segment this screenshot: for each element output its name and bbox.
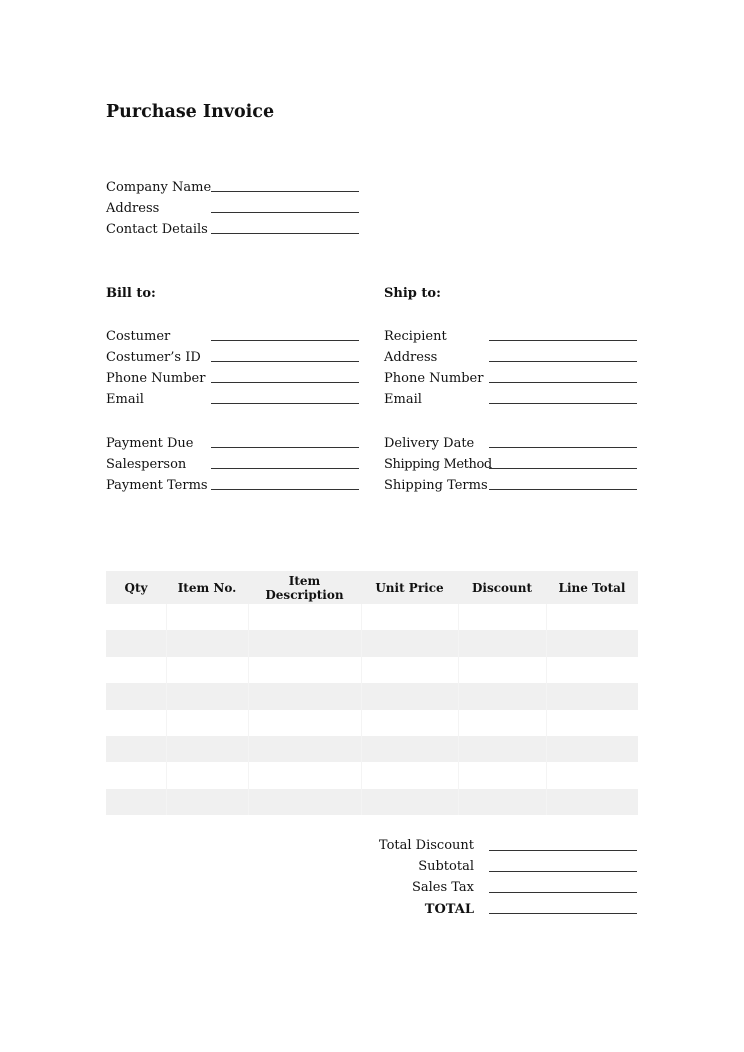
- shipping-terms-line[interactable]: [489, 489, 637, 490]
- sales-tax-line[interactable]: [489, 892, 637, 893]
- payment-due-line[interactable]: [211, 447, 359, 448]
- bill-email-line[interactable]: [211, 403, 359, 404]
- payment-terms-label: Payment Terms: [106, 478, 208, 493]
- company-name-label: Company Name: [106, 180, 212, 195]
- payment-terms-line[interactable]: [211, 489, 359, 490]
- ship-phone-label: Phone Number: [384, 371, 484, 386]
- salesperson-label: Salesperson: [106, 457, 187, 472]
- table-header-row: [106, 571, 638, 604]
- table-row[interactable]: [106, 762, 638, 788]
- subtotal-label: Subtotal: [418, 859, 474, 874]
- costumer-id-label: Costumer’s ID: [106, 350, 201, 365]
- items-table: [106, 571, 638, 815]
- shipping-method-label: Shipping Method: [384, 457, 492, 472]
- delivery-date-line[interactable]: [489, 447, 637, 448]
- qty-header: Qty: [106, 571, 166, 604]
- table-row[interactable]: [106, 710, 638, 736]
- ship-email-line[interactable]: [489, 403, 637, 404]
- subtotal-line[interactable]: [489, 871, 637, 872]
- unit-price-header: Unit Price: [361, 571, 458, 604]
- table-row[interactable]: [106, 604, 638, 630]
- line-total-header: Line Total: [546, 571, 638, 604]
- sales-tax-label: Sales Tax: [411, 880, 474, 895]
- discount-header: Discount: [458, 571, 546, 604]
- table-row[interactable]: [106, 736, 638, 762]
- company-address-line[interactable]: [211, 212, 359, 213]
- costumer-label: Costumer: [106, 329, 171, 344]
- ship-to-heading: Ship to:: [384, 286, 441, 301]
- item-description-header: Item Description: [248, 571, 361, 604]
- bill-phone-line[interactable]: [211, 382, 359, 383]
- page-title: Purchase Invoice: [106, 102, 275, 122]
- item-no-header: Item No.: [166, 571, 248, 604]
- shipping-method-line[interactable]: [489, 468, 637, 469]
- salesperson-line[interactable]: [211, 468, 359, 469]
- total-label: TOTAL: [424, 902, 474, 917]
- ship-phone-line[interactable]: [489, 382, 637, 383]
- company-address-label: Address: [106, 201, 160, 216]
- total-discount-label: Total Discount: [378, 838, 474, 853]
- company-name-line[interactable]: [211, 191, 359, 192]
- ship-address-label: Address: [384, 350, 438, 365]
- table-row[interactable]: [106, 657, 638, 683]
- contact-details-line[interactable]: [211, 233, 359, 234]
- shipping-terms-label: Shipping Terms: [384, 478, 488, 493]
- contact-details-label: Contact Details: [106, 222, 208, 237]
- table-row[interactable]: [106, 630, 638, 656]
- payment-due-label: Payment Due: [106, 436, 194, 451]
- costumer-id-line[interactable]: [211, 361, 359, 362]
- bill-email-label: Email: [106, 392, 144, 407]
- table-row[interactable]: [106, 789, 638, 815]
- ship-email-label: Email: [384, 392, 422, 407]
- recipient-line[interactable]: [489, 340, 637, 341]
- bill-to-heading: Bill to:: [106, 286, 156, 301]
- table-row[interactable]: [106, 683, 638, 709]
- delivery-date-label: Delivery Date: [384, 436, 475, 451]
- bill-phone-label: Phone Number: [106, 371, 206, 386]
- total-line[interactable]: [489, 913, 637, 914]
- ship-address-line[interactable]: [489, 361, 637, 362]
- costumer-line[interactable]: [211, 340, 359, 341]
- total-discount-line[interactable]: [489, 850, 637, 851]
- recipient-label: Recipient: [384, 329, 447, 344]
